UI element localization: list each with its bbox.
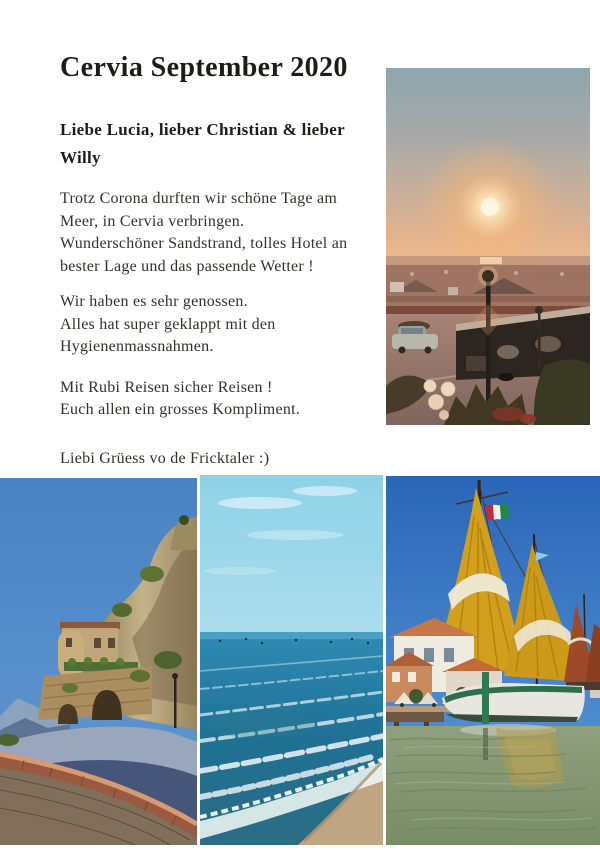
paragraph-3 [60,377,390,422]
body-line: Meer, in Cervia verbringen. [60,212,245,230]
body-line: Mit Rubi Reisen sicher Reisen ! [60,378,273,396]
sea-tint [205,712,315,738]
body-line: Wunderschöner Sandstrand, tolles Hotel an [60,235,348,252]
beach-photo-art [200,475,383,845]
body-line: Euch allen ein grosses Kompliment. [60,401,301,418]
paragraph-2 [60,291,390,359]
letter-body [60,188,390,470]
sun-reflection [480,257,502,264]
body-line: Hygienenmassnahmen. [60,338,214,355]
body-line: Liebi Grüess vo de Fricktaler :) [60,449,270,467]
greeting [60,116,345,172]
sunset-photo [386,68,590,425]
page-title: Cervia September 2020 [60,52,348,83]
boat-photo [386,476,600,845]
paragraph-closing [60,448,390,471]
horizon-band [200,632,383,639]
italian-flag [486,504,509,520]
body-line: Wir haben es sehr genossen. [60,293,248,310]
greeting-line-2: Willy [60,148,101,167]
beach-photo [200,475,383,845]
body-line: bester Lage und das passende Wetter ! [60,257,314,275]
paragraph-1 [60,188,390,278]
sunset-photo-art [386,68,590,425]
boat-hull [442,683,585,722]
body-line: Trotz Corona durften wir schöne Tage am [60,190,338,207]
canal-water [386,726,600,845]
greeting-line-1: Liebe Lucia, lieber Christian & lieber [60,120,345,139]
sun [481,198,499,216]
mooring-pile [482,672,489,724]
cliff-photo [0,478,197,845]
body-line: Alles hat super geklappt mit den [60,315,276,333]
cliff-photo-art [0,478,197,845]
boat-photo-art [386,476,600,845]
